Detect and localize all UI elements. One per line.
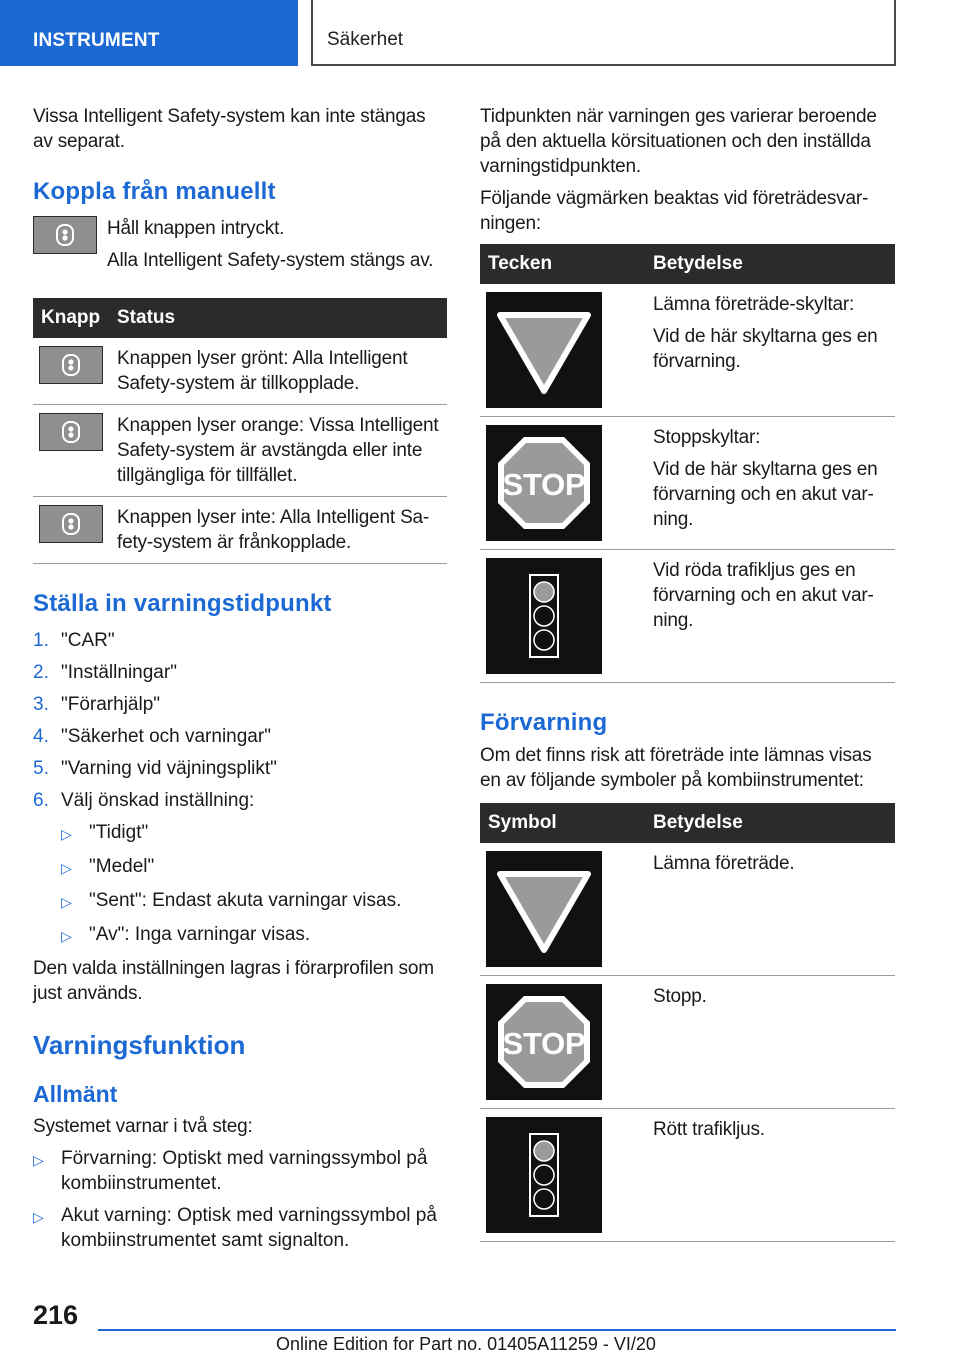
list-item: 6. Välj önskad inställning:: [33, 790, 255, 811]
list-item: 4. "Säkerhet och varningar": [33, 726, 271, 747]
col-header-status: Status: [109, 298, 447, 338]
intro-paragraph: Vissa Intelligent Safety-system kan inte stängas av separat.: [33, 106, 426, 152]
col-header-symbol: Symbol: [480, 803, 645, 843]
symbols-table: [480, 803, 895, 1242]
status-green: Knappen lyser grönt: Alla Intelligent Safety-system är tillkopplade.: [109, 338, 447, 405]
edition-note: Online Edition for Part no. 01405A11259 - VI/20: [276, 1334, 656, 1354]
page-header: [0, 0, 960, 66]
triangle-bullet-icon: ▷: [61, 826, 72, 842]
manual-step-result: Alla Intelligent Safety-system stängs av.: [107, 250, 434, 271]
list-item: 5. "Varning vid väjningsplikt": [33, 758, 277, 779]
table-row: [480, 417, 895, 550]
general-intro: Systemet varnar i två steg:: [33, 1116, 253, 1137]
status-orange: Knappen lyser orange: Vissa Intelligent Safety-system är avstängda eller inte tillgängliga för tillfället.: [109, 405, 447, 497]
section-label: INSTRUMENT: [0, 0, 298, 66]
left-column: [33, 104, 447, 1260]
col-header-meaning: Betydelse: [645, 803, 895, 843]
table-row: [480, 550, 895, 683]
heading-manual-off: Koppla från manuellt: [33, 178, 276, 205]
list-item: 2. "Inställningar": [33, 662, 177, 683]
heading-general: Allmänt: [33, 1081, 118, 1107]
button-off-image: [39, 505, 103, 543]
heading-warning-time: Ställa in varningstidpunkt: [33, 590, 332, 617]
list-item: ▷ Akut varning: Optisk med varningssymbol på kombiinstrumentet samt signalton.: [33, 1205, 437, 1251]
symbol-red-light-meaning: Rött trafikljus.: [645, 1109, 895, 1242]
button-status-table: [33, 298, 447, 564]
triangle-bullet-icon: ▷: [61, 894, 72, 910]
stop-sign-icon: [494, 433, 594, 533]
stop-sign-image: [486, 425, 602, 541]
heading-prewarning: Förvarning: [480, 709, 608, 736]
triangle-bullet-icon: ▷: [61, 860, 72, 876]
stop-symbol-image: [486, 984, 602, 1100]
yield-sign-icon: [494, 305, 594, 395]
heading-warning-function: Varningsfunktion: [33, 1030, 246, 1060]
status-off: Knappen lyser inte: Alla Intelligent Safety-system är frånkopplade.: [109, 497, 447, 564]
col-header-button: Knapp: [33, 298, 109, 338]
symbol-yield-meaning: Lämna företräde.: [645, 843, 895, 976]
table-row: [33, 497, 447, 564]
list-item: ▷ Förvarning: Optiskt med varningssymbol på kombiinstrumentet.: [33, 1148, 428, 1194]
list-item: ▷ "Tidigt": [61, 820, 447, 847]
yield-sign-image: [486, 292, 602, 408]
warning-stages: [33, 1146, 447, 1253]
stop-sign-icon: [494, 992, 594, 1092]
yield-symbol-image: [486, 851, 602, 967]
safety-system-icon: [58, 352, 84, 378]
traffic-light-image: [486, 558, 602, 674]
triangle-bullet-icon: ▷: [33, 1209, 44, 1225]
list-item: ▷ "Av": Inga varningar visas.: [61, 922, 447, 949]
list-item: ▷ "Sent": Endast akuta varningar visas.: [61, 888, 447, 915]
footer-divider: [98, 1329, 896, 1331]
table-row: [480, 1109, 895, 1242]
button-green-image: [39, 346, 103, 384]
traffic-light-icon: [524, 1130, 564, 1220]
right-column: [480, 104, 895, 1242]
svg-text:STOP: STOP: [502, 1026, 586, 1061]
triangle-bullet-icon: ▷: [61, 928, 72, 944]
safety-system-icon: [52, 222, 78, 248]
timing-paragraph: Tidpunkten när varningen ges varierar beroende på den aktuella körsituationen och den inställda varningstidpunkten.: [480, 106, 877, 177]
manual-off-instruction: [33, 216, 447, 280]
yield-desc: Vid de här skyltarna ges en förvarning.: [653, 326, 878, 372]
svg-text:STOP: STOP: [502, 467, 586, 502]
prewarning-text: Om det finns risk att företräde inte lämnas visas en av följande symboler på kombiinstrumentet:: [480, 745, 872, 791]
safety-system-icon: [58, 419, 84, 445]
traffic-light-icon: [524, 571, 564, 661]
table-row: [480, 976, 895, 1109]
col-header-meaning: Betydelse: [645, 244, 895, 284]
chapter-title: Säkerhet: [311, 0, 896, 66]
table-row: [33, 405, 447, 497]
table-row: [33, 338, 447, 405]
signs-intro: Följande vägmärken beaktas vid företrädesvarningen:: [480, 188, 869, 234]
triangle-bullet-icon: ▷: [33, 1152, 44, 1168]
stop-desc: Vid de här skyltarna ges en förvarning och en akut varning.: [653, 459, 878, 530]
manual-step-hold: Håll knappen intryckt.: [107, 218, 285, 239]
settings-steps: [33, 628, 447, 813]
yield-sign-icon: [494, 864, 594, 954]
symbol-stop-meaning: Stopp.: [645, 976, 895, 1109]
button-orange-image: [39, 413, 103, 451]
list-item: 1. "CAR": [33, 630, 115, 651]
yield-title: Lämna företräde-skyltar:: [653, 294, 855, 315]
table-row: [480, 284, 895, 417]
traffic-light-symbol-image: [486, 1117, 602, 1233]
list-item: 3. "Förarhjälp": [33, 694, 161, 715]
safety-system-icon: [58, 511, 84, 537]
col-header-sign: Tecken: [480, 244, 645, 284]
page-number: 216: [33, 1300, 79, 1330]
table-row: [480, 843, 895, 976]
safety-button-image: [33, 216, 97, 254]
signs-table: [480, 244, 895, 683]
list-item: ▷ "Medel": [61, 854, 447, 881]
red-light-desc: Vid röda trafikljus ges en förvarning och en akut varning.: [653, 560, 874, 631]
stop-title: Stoppskyltar:: [653, 427, 761, 448]
setting-options: [61, 820, 447, 949]
stored-note: Den valda inställningen lagras i förarprofilen som just används.: [33, 958, 434, 1004]
